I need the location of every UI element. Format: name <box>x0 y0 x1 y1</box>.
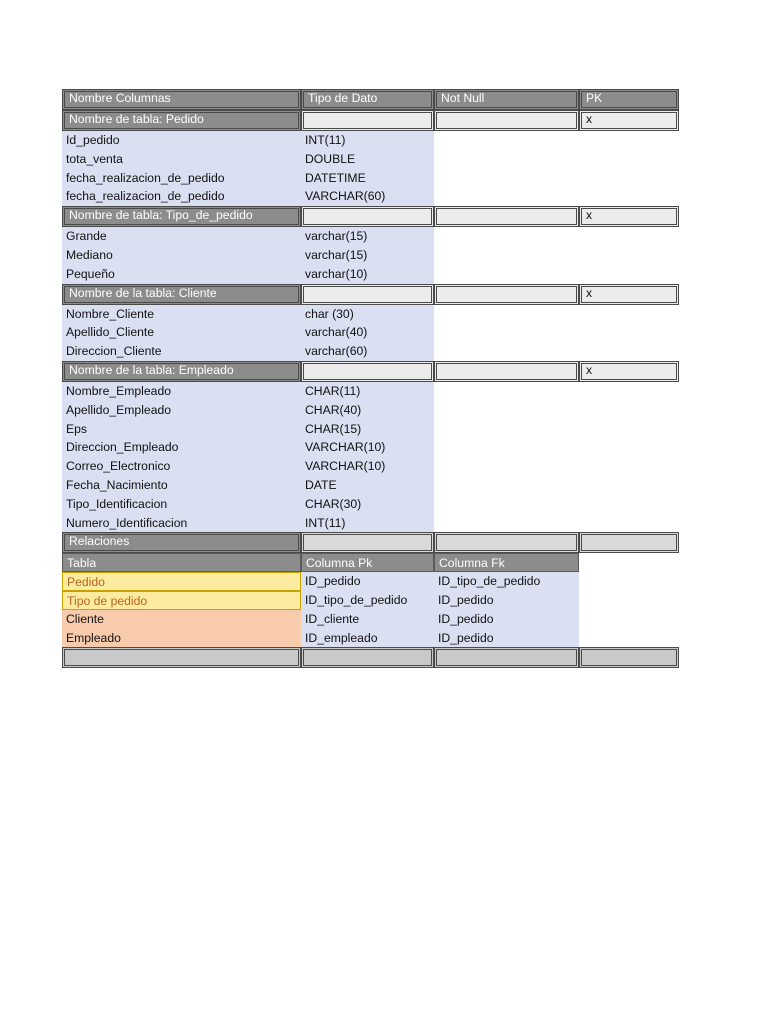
section-cell[interactable] <box>301 206 434 227</box>
column-type[interactable]: char (30) <box>301 305 434 324</box>
column-name[interactable]: Grande <box>62 227 301 246</box>
relation-pk[interactable]: ID_cliente <box>301 610 434 629</box>
column-name[interactable]: Numero_Identificacion <box>62 514 301 533</box>
section-cell[interactable] <box>301 110 434 131</box>
table-row <box>62 438 679 457</box>
column-type[interactable]: INT(11) <box>301 131 434 150</box>
section-cell[interactable] <box>301 284 434 305</box>
relations-header-tabla[interactable]: Tabla <box>62 553 301 572</box>
column-name[interactable]: fecha_realizacion_de_pedido <box>62 169 301 188</box>
table-row <box>62 382 679 401</box>
section-empleado <box>62 361 679 382</box>
relation-table[interactable]: Tipo de pedido <box>62 591 301 610</box>
relations-header-row <box>62 553 679 572</box>
column-name[interactable]: Mediano <box>62 246 301 265</box>
column-type[interactable]: DATETIME <box>301 169 434 188</box>
column-type[interactable]: DATE <box>301 476 434 495</box>
section-cell[interactable] <box>434 361 579 382</box>
section-relaciones <box>62 532 679 553</box>
relation-fk[interactable]: ID_pedido <box>434 591 579 610</box>
relation-table[interactable]: Pedido <box>62 572 301 591</box>
section-title[interactable]: Nombre de la tabla: Cliente <box>62 284 301 305</box>
section-cell[interactable] <box>301 361 434 382</box>
relation-fk[interactable]: ID_tipo_de_pedido <box>434 572 579 591</box>
section-pedido <box>62 110 679 131</box>
table-row <box>62 514 679 533</box>
column-name[interactable]: Apellido_Cliente <box>62 323 301 342</box>
column-name[interactable]: Tipo_Identificacion <box>62 495 301 514</box>
relation-fk[interactable]: ID_pedido <box>434 629 579 648</box>
section-cell[interactable] <box>301 532 434 553</box>
pk-mark[interactable]: x <box>579 361 679 382</box>
table-row <box>62 246 679 265</box>
column-name[interactable]: Pequeño <box>62 265 301 284</box>
table-row <box>62 131 679 150</box>
column-name[interactable]: Nombre_Empleado <box>62 382 301 401</box>
section-tipo-de-pedido <box>62 206 679 227</box>
column-type[interactable]: CHAR(11) <box>301 382 434 401</box>
table-row <box>62 323 679 342</box>
section-title[interactable]: Nombre de tabla: Tipo_de_pedido <box>62 206 301 227</box>
header-column-names[interactable]: Nombre Columnas <box>62 89 301 110</box>
column-name[interactable]: tota_venta <box>62 150 301 169</box>
section-cell[interactable] <box>579 532 679 553</box>
section-title[interactable]: Nombre de tabla: Pedido <box>62 110 301 131</box>
column-type[interactable]: VARCHAR(10) <box>301 438 434 457</box>
column-name[interactable]: Nombre_Cliente <box>62 305 301 324</box>
column-name[interactable]: Direccion_Empleado <box>62 438 301 457</box>
relation-row <box>62 610 679 629</box>
column-type[interactable]: VARCHAR(60) <box>301 187 434 206</box>
section-cell[interactable] <box>434 532 579 553</box>
relation-row <box>62 629 679 648</box>
footer-cell[interactable] <box>62 647 301 668</box>
column-name[interactable]: Id_pedido <box>62 131 301 150</box>
relation-pk[interactable]: ID_tipo_de_pedido <box>301 591 434 610</box>
relation-table[interactable]: Empleado <box>62 629 301 648</box>
table-row <box>62 150 679 169</box>
footer-cell[interactable] <box>301 647 434 668</box>
section-cell[interactable] <box>434 206 579 227</box>
footer-cell[interactable] <box>434 647 579 668</box>
footer-cell[interactable] <box>579 647 679 668</box>
relations-header-fk[interactable]: Columna Fk <box>434 553 579 572</box>
table-row <box>62 457 679 476</box>
table-row <box>62 169 679 188</box>
column-type[interactable]: varchar(15) <box>301 246 434 265</box>
column-name[interactable]: Fecha_Nacimiento <box>62 476 301 495</box>
table-row <box>62 265 679 284</box>
footer-row <box>62 647 679 668</box>
column-type[interactable]: varchar(40) <box>301 323 434 342</box>
section-title[interactable]: Nombre de la tabla: Empleado <box>62 361 301 382</box>
schema-sheet <box>62 89 679 668</box>
column-type[interactable]: varchar(10) <box>301 265 434 284</box>
column-type[interactable]: DOUBLE <box>301 150 434 169</box>
column-name[interactable]: Apellido_Empleado <box>62 401 301 420</box>
column-type[interactable]: CHAR(15) <box>301 420 434 439</box>
relation-row <box>62 591 679 610</box>
table-row <box>62 227 679 246</box>
relation-pk[interactable]: ID_empleado <box>301 629 434 648</box>
column-name[interactable]: Eps <box>62 420 301 439</box>
table-row <box>62 187 679 206</box>
column-name[interactable]: fecha_realizacion_de_pedido <box>62 187 301 206</box>
column-type[interactable]: VARCHAR(10) <box>301 457 434 476</box>
relation-table[interactable]: Cliente <box>62 610 301 629</box>
column-type[interactable]: INT(11) <box>301 514 434 533</box>
column-type[interactable]: CHAR(30) <box>301 495 434 514</box>
relations-title[interactable]: Relaciones <box>62 532 301 553</box>
header-row <box>62 89 679 110</box>
column-type[interactable]: varchar(60) <box>301 342 434 361</box>
header-not-null[interactable]: Not Null <box>434 89 579 110</box>
table-row <box>62 305 679 324</box>
column-type[interactable]: varchar(15) <box>301 227 434 246</box>
relation-row <box>62 572 679 591</box>
column-type[interactable]: CHAR(40) <box>301 401 434 420</box>
relation-fk[interactable]: ID_pedido <box>434 610 579 629</box>
header-data-type[interactable]: Tipo de Dato <box>301 89 434 110</box>
relations-header-pk[interactable]: Columna Pk <box>301 553 434 572</box>
section-cliente <box>62 284 679 305</box>
table-row <box>62 420 679 439</box>
section-cell[interactable] <box>434 284 579 305</box>
pk-mark[interactable]: x <box>579 284 679 305</box>
header-pk[interactable]: PK <box>579 89 679 110</box>
section-cell[interactable] <box>434 110 579 131</box>
table-row <box>62 401 679 420</box>
pk-mark[interactable]: x <box>579 206 679 227</box>
relation-pk[interactable]: ID_pedido <box>301 572 434 591</box>
table-row <box>62 476 679 495</box>
pk-mark[interactable]: x <box>579 110 679 131</box>
table-row <box>62 342 679 361</box>
column-name[interactable]: Direccion_Cliente <box>62 342 301 361</box>
table-row <box>62 495 679 514</box>
column-name[interactable]: Correo_Electronico <box>62 457 301 476</box>
